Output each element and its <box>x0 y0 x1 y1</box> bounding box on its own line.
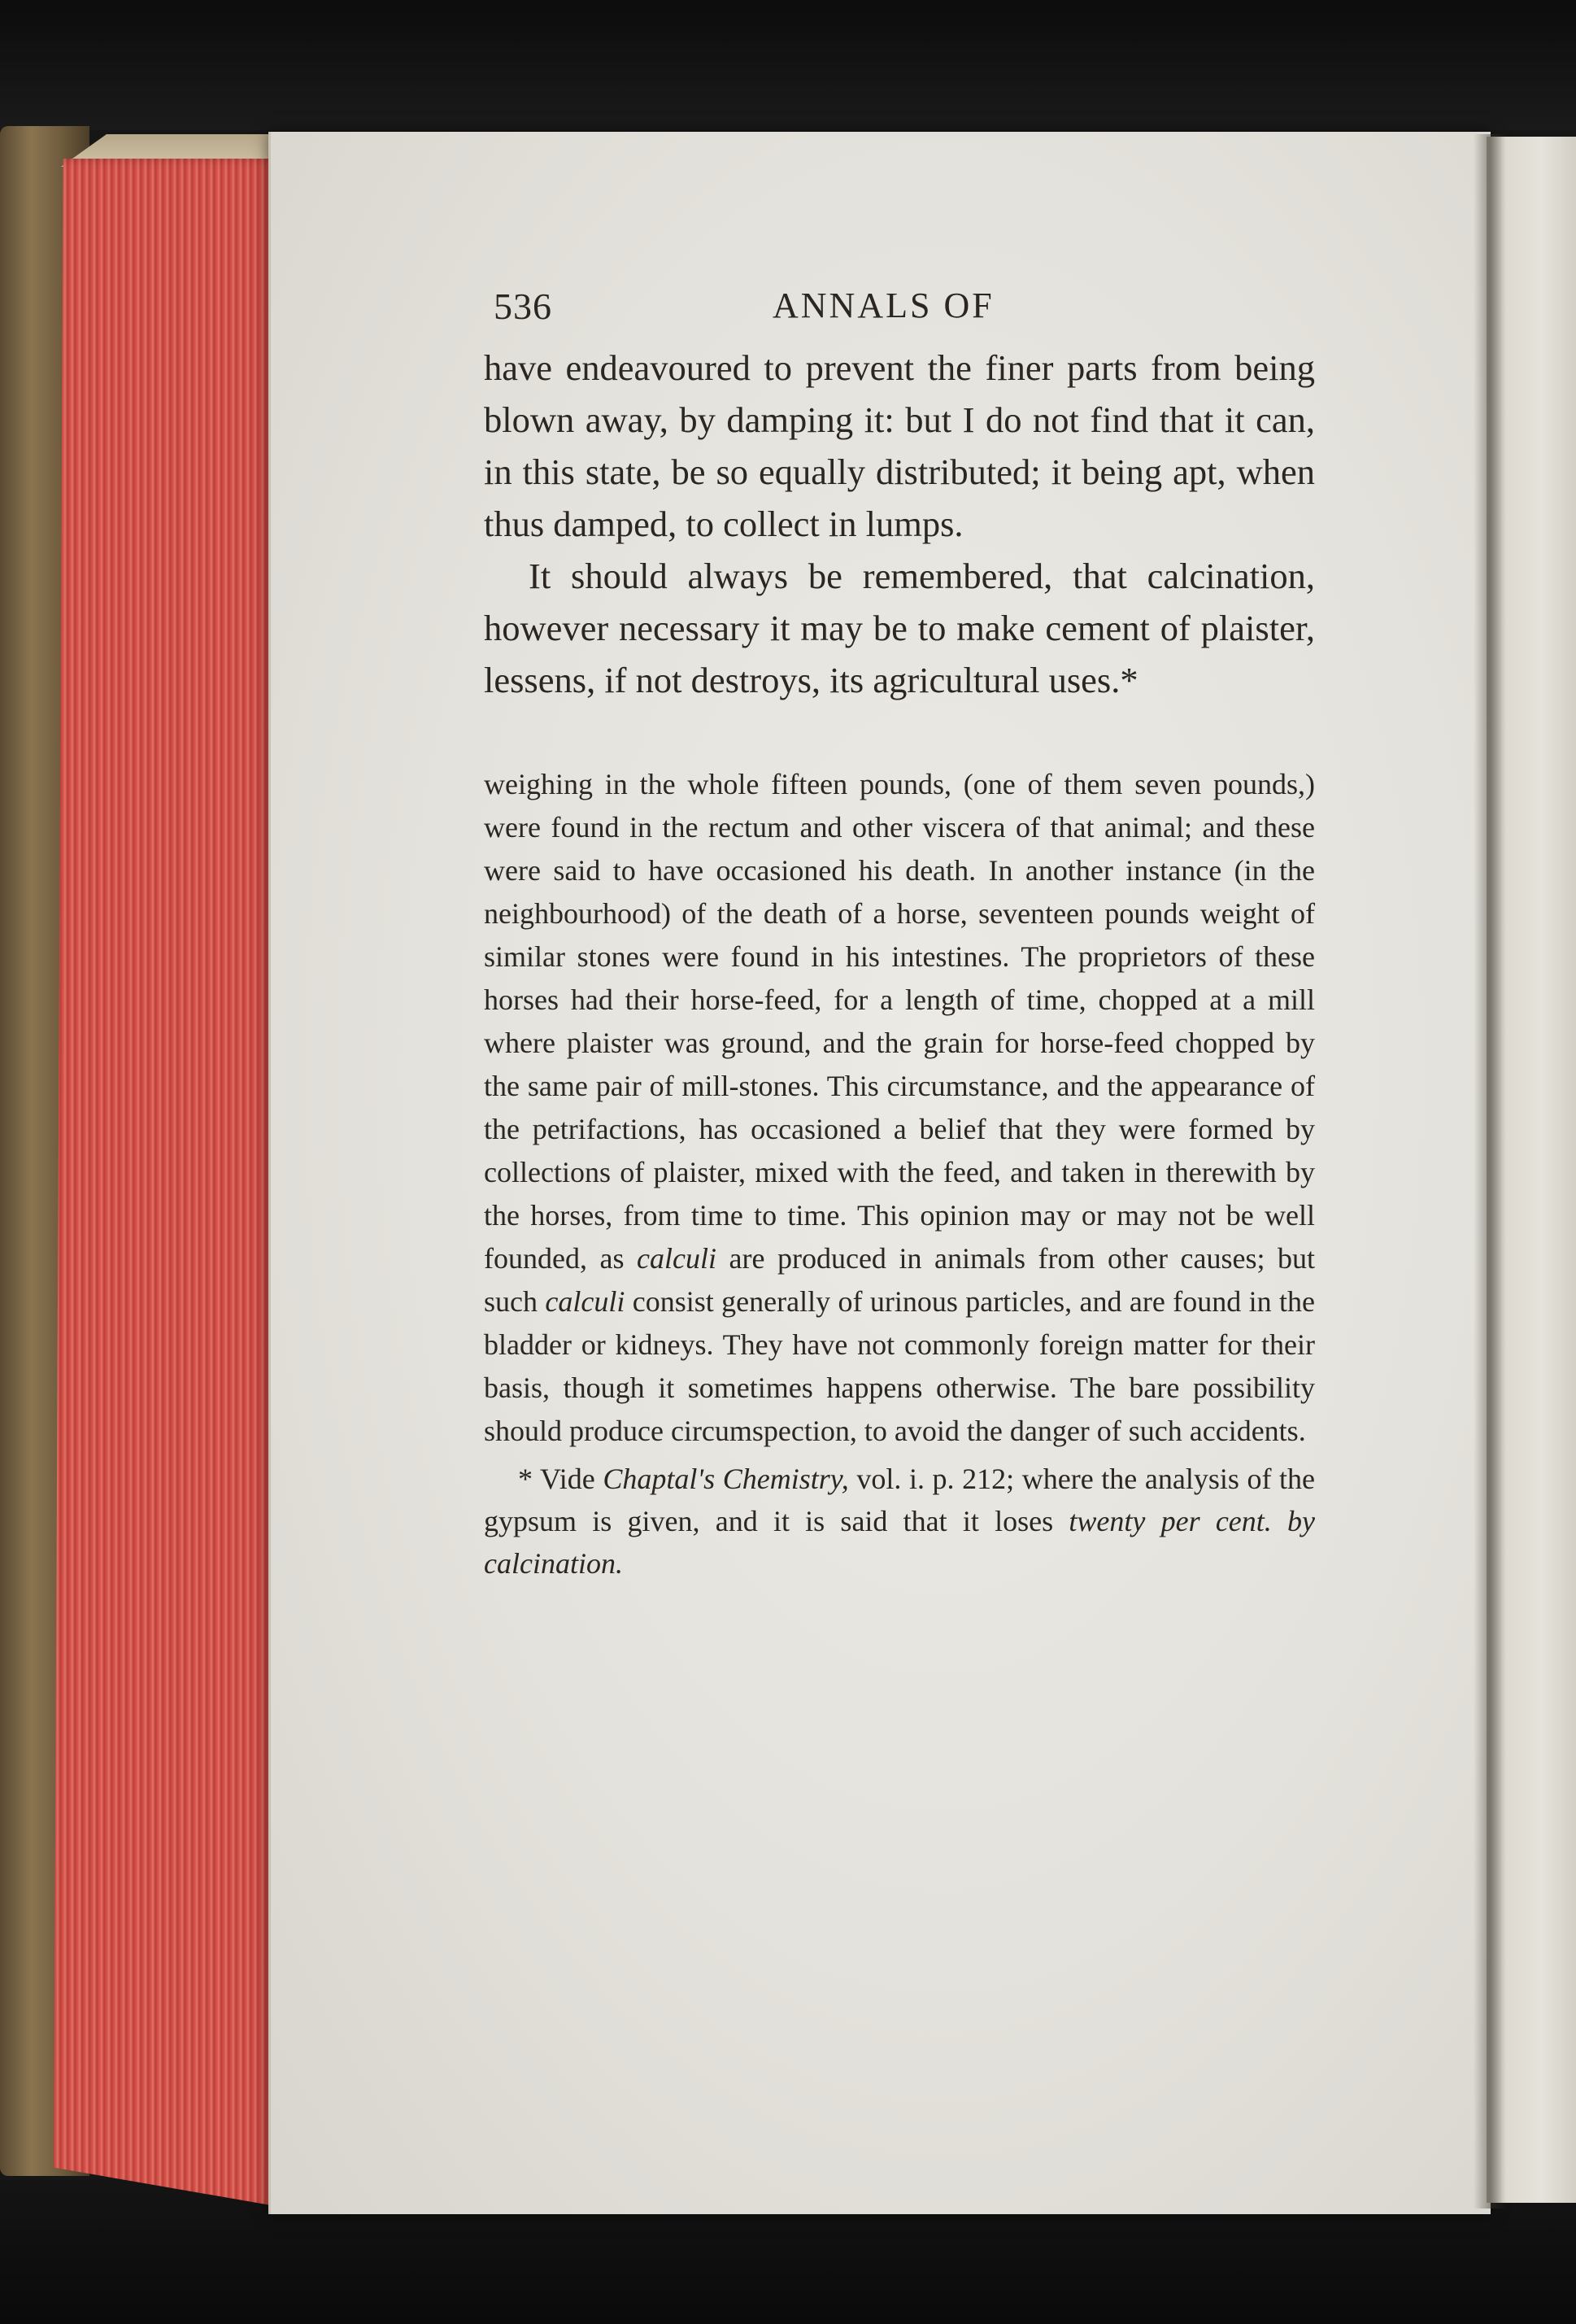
paragraph-2: It should always be remembered, that calcination, however necessary it may be to make cement of plaister, lessens, if not destroys, its agricultural uses.* <box>484 556 1315 700</box>
background-cloth-top <box>0 0 1576 130</box>
red-page-edges <box>54 159 290 2208</box>
running-head-title: ANNALS OF <box>773 286 995 325</box>
footnote-source: Chaptal's Chemistry, <box>603 1463 849 1495</box>
footnote-lead: * Vide <box>518 1463 595 1495</box>
footnote <box>484 1458 1315 1585</box>
note-text-part2: are produced in animals from other causes; but such <box>484 1242 1315 1318</box>
note-italic-calculi-2: calculi <box>545 1285 625 1318</box>
continued-footnote <box>484 763 1315 1453</box>
footnote-ref: vol. i. p. 212; where the analysis of the gypsum is given, and it is said that it loses <box>484 1463 1316 1537</box>
note-italic-calculi-1: calculi <box>637 1242 716 1275</box>
note-text-part1: weighing in the whole fifteen pounds, (one of them seven pounds,) were found in the rectum and other viscera of that animal; and these were said to have occasioned his death. In another instance (in the neighbourhood) of the death of a horse, seventeen pounds weight of similar stones were found in his intestines. The proprietors of these horses had their horse-feed, for a length of time, chopped at a mill where plaister was ground, and the grain for horse-feed chopped by the same pair of mill-stones. This circumstance, and the appearance of the petrifactions, has occasioned a belief that they were formed by collections of plaister, mixed with the feed, and taken in therewith by the horses, from time to time. This opinion may or may not be well founded, as <box>484 768 1315 1275</box>
note-text-part3: consist generally of urinous particles, and are found in the bladder or kidneys. They have not commonly foreign matter for their basis, though it sometimes happens otherwise. The bare possibility should produce circumspection, to avoid the danger of such accidents. <box>484 1285 1315 1447</box>
footnote-tail: twenty per cent. by calcination. <box>484 1505 1316 1580</box>
main-text <box>484 342 1315 706</box>
page-text-block <box>484 277 1315 1585</box>
page-number: 536 <box>494 286 552 327</box>
continued-footnote-paragraph <box>484 763 1315 1453</box>
running-head <box>484 277 1315 342</box>
gutter-shadow <box>1474 134 1506 2208</box>
footnote-paragraph <box>484 1458 1315 1585</box>
paragraph-1: have endeavoured to prevent the finer parts from being blown away, by damping it: but I do not find that it can, in this state, be so equally distributed; it being apt, when thus damped, to collect in lumps. <box>484 347 1315 544</box>
